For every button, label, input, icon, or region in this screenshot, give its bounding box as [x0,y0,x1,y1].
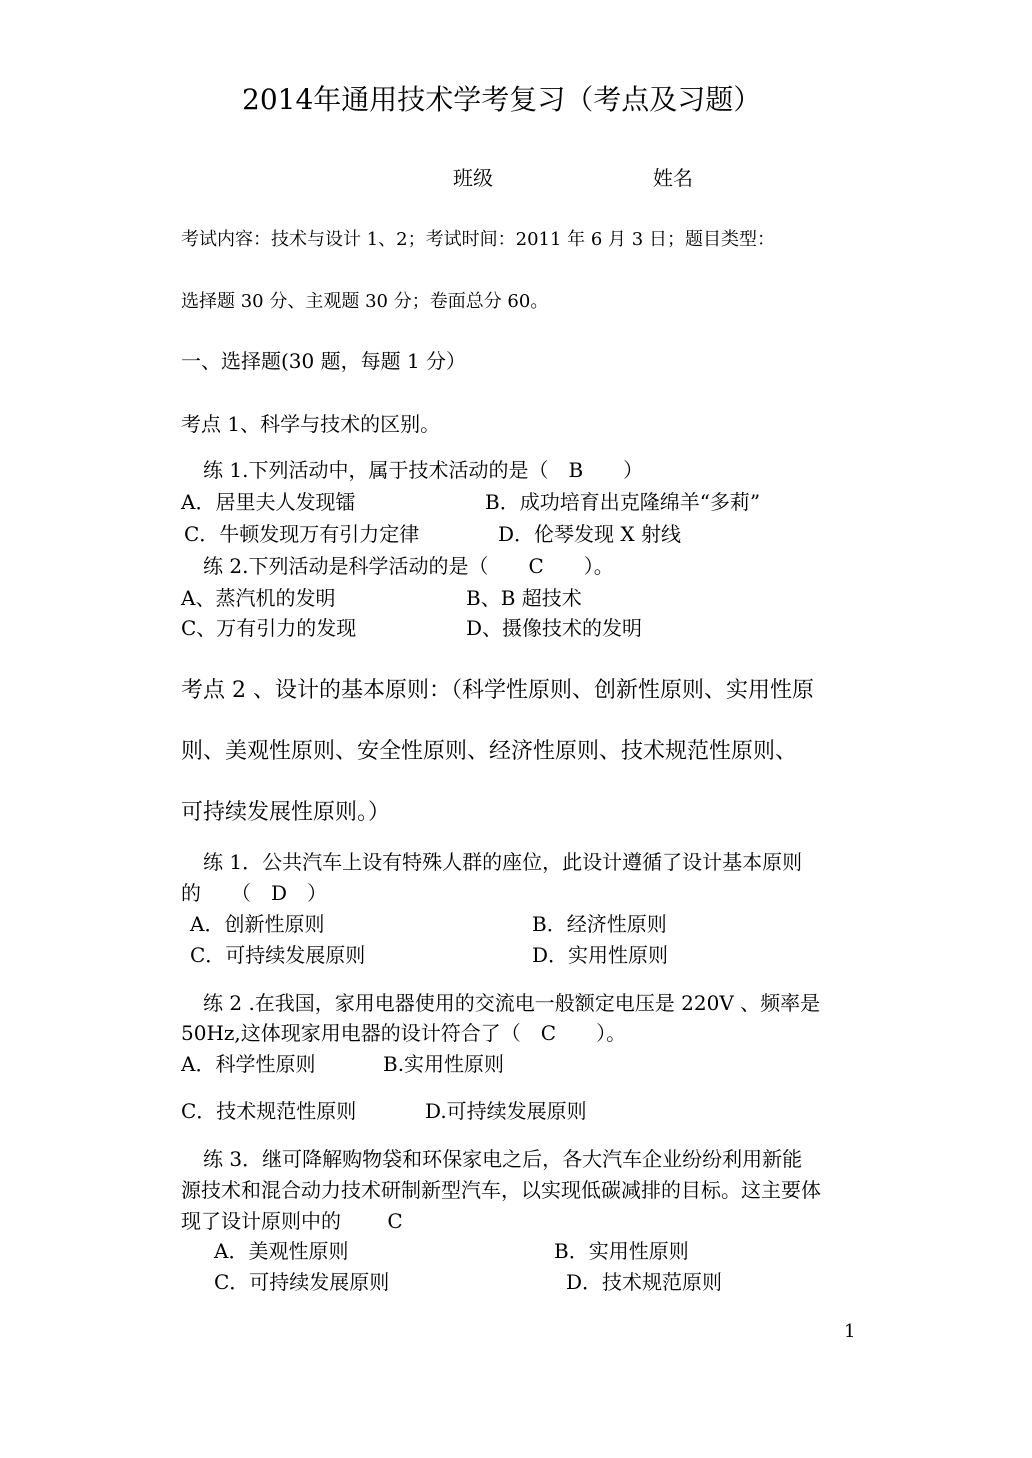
point2-heading-line2: 则、美观性原则、安全性原则、经济性原则、技术规范性原则、 [181,739,798,764]
p1-q2-option-a: A、蒸汽机的发明 [181,586,336,610]
p1-q1-option-c: C．牛顿发现万有引力定律 [184,522,420,546]
p2-q3-stem-line2: 源技术和混合动力技术研制新型汽车，以实现低碳减排的目标。这主要体 [181,1178,821,1202]
p2-q1-stem-line2: 的 （ D ） [181,881,328,905]
exam-info-line1: 考试内容：技术与设计 1、2；考试时间：2011 年 6 月 3 日；题目类型： [181,229,775,250]
p2-q3-stem-line1: 练 3．继可降解购物袋和环保家电之后，各大汽车企业纷纷利用新能 [203,1147,803,1171]
p1-q1-stem: 练 1.下列活动中，属于技术活动的是（ B ） [203,458,644,482]
section-heading: 一、选择题(30 题，每题 1 分） [181,349,467,373]
p2-q3-option-c: C．可持续发展原则 [214,1270,390,1294]
p1-q2-option-c: C、万有引力的发现 [181,616,357,640]
point2-heading-line3: 可持续发展性原则。） [181,800,391,825]
name-label: 姓名 [653,166,693,190]
p1-q2-option-b: B、B 超技术 [466,586,582,610]
p2-q2-option-d: D.可持续发展原则 [425,1099,587,1123]
p2-q3-option-a: A．美观性原则 [214,1239,349,1263]
p2-q1-option-b: B．经济性原则 [532,912,667,936]
p2-q2-stem-line2: 50Hz,这体现家用电器的设计符合了（ C ）。 [181,1021,627,1045]
p1-q2-stem: 练 2.下列活动是科学活动的是（ C ）。 [203,554,614,578]
p1-q1-option-b: B．成功培育出克隆绵羊“多莉” [485,490,761,514]
p2-q2-option-b: B.实用性原则 [383,1052,505,1076]
page-title: 2014年通用技术学考复习（考点及习题） [242,83,762,116]
p2-q1-stem-line1: 练 1．公共汽车上设有特殊人群的座位，此设计遵循了设计基本原则 [203,850,803,874]
p2-q1-option-d: D．实用性原则 [532,943,669,967]
p2-q3-option-b: B．实用性原则 [554,1239,689,1263]
point1-heading: 考点 1、科学与技术的区别。 [181,412,441,436]
page-number: 1 [844,1321,856,1342]
p2-q2-option-c: C．技术规范性原则 [181,1099,357,1123]
point2-heading-line1: 考点 2 、设计的基本原则：（科学性原则、创新性原则、实用性原 [181,678,814,703]
p2-q1-option-a: A．创新性原则 [190,912,325,936]
p1-q1-option-d: D．伦琴发现 X 射线 [498,522,681,546]
p2-q2-stem-line1: 练 2 .在我国，家用电器使用的交流电一般额定电压是 220V 、频率是 [203,991,821,1015]
class-label: 班级 [453,166,493,190]
p1-q2-option-d: D、摄像技术的发明 [466,616,643,640]
p2-q1-option-c: C．可持续发展原则 [190,943,366,967]
p2-q3-option-d: D．技术规范原则 [566,1270,723,1294]
p2-q3-stem-line3: 现了设计原则中的 C [181,1209,403,1233]
p2-q2-option-a: A．科学性原则 [181,1052,316,1076]
p1-q1-option-a: A．居里夫人发现镭 [181,490,356,514]
exam-info-line2: 选择题 30 分、主观题 30 分；卷面总分 60。 [181,291,549,312]
